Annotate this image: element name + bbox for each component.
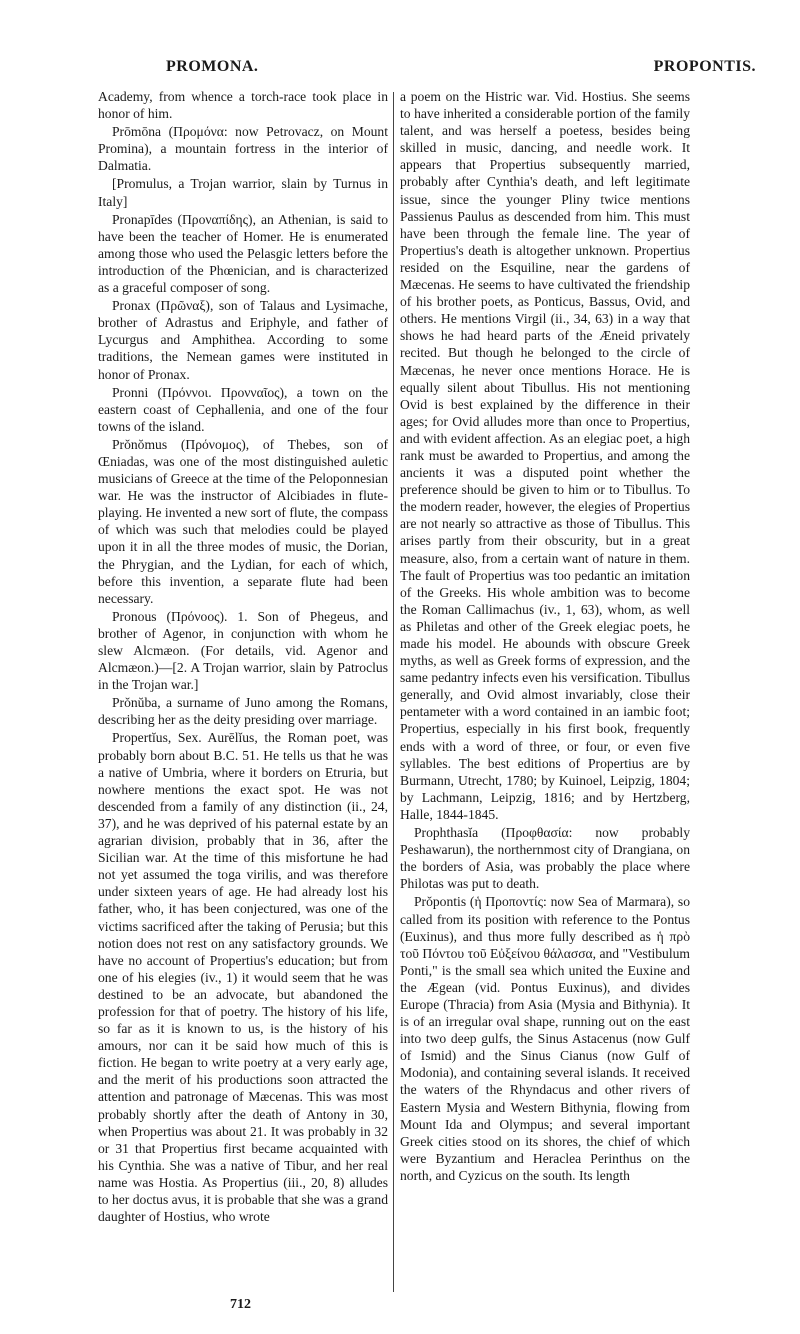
entry-promona: Prōmōna (Προμόνα: now Petrovacz, on Mount Promina), a mountain fortress in the interior of Dalmatia. bbox=[98, 124, 388, 174]
entry-pronax: Pronax (Πρῶναξ), son of Talaus and Lysimache, brother of Adrastus and Eriphyle, and father of Lycurgus and Amphithea. According to some traditions, the Nemean games were instituted in honor of Pronax. bbox=[98, 298, 388, 382]
entry-prophthasia: Prophthasĭa (Προφθασία: now probably Peshawarun), the northernmost city of Drangiana, on the borders of Asia, was probably the place where Philotas was put to death. bbox=[400, 825, 690, 892]
entry-propontis: Prŏpontis (ἡ Προποντίς: now Sea of Marmara), so called from its position with reference to the Pontus (Euxinus), and thus more fully described as ἡ πρὸ τοῦ Πόντου τοῦ Εὐξείνου θάλασσα, and "Vestibulum Ponti," is the small sea which united the Euxine and the Ægean (vid. Pontus Euxinus), and divides Europe (Thracia) from Asia (Mysia and Bithynia). It is of an irregular oval shape, running out on the east into two deep gulfs, the Sinus Astacenus (now Gulf of Ismid) and the Sinus Cianus (now Gulf of Modonia), and containing several islands. It received the waters of the Rhyndacus and other rivers of Eastern Mysia and Western Bithynia, flowing from Mount Ida and Olympus; and several important Greek cities stood on its shores, the chief of which were Byzantium and Heraclea Perinthus on the north, and Cyzicus on the south. Its length bbox=[400, 894, 690, 1183]
entry-pronapides: Pronapīdes (Προναπίδης), an Athenian, is said to have been the teacher of Homer. He is enumerated among those who used the Pelasgic letters before the introduction of the Phœnician, and is characterized as a graceful composer of song. bbox=[98, 211, 388, 296]
entry-pronomus: Prŏnŏmus (Πρόνομος), of Thebes, son of Œniadas, was one of the most distinguished auletic musicians of Greece at the time of the Peloponnesian war. He was the instructor of Alcibiades in flute-playing. He invented a new sort of flute, the compass of which was such that melodies could be played upon it in all the three modes of music, the Dorian, the Phrygian, and the Lydian, for each of which, before this invention, a separate flute had been necessary. bbox=[98, 436, 388, 606]
header-right-headword: PROPONTIS. bbox=[653, 58, 756, 75]
entry-pronous: Pronous (Πρόνοος). 1. Son of Phegeus, and brother of Agenor, in conjunction with whom he slew Alcmæon. (For details, vid. Agenor and Alcmæon.)—[2. A Trojan warrior, slain by Patroclus in the Trojan war.] bbox=[98, 608, 388, 693]
entry-pronuba: Prŏnŭba, a surname of Juno among the Romans, describing her as the deity presiding over marriage. bbox=[98, 695, 388, 728]
entry-promulus: [Promulus, a Trojan warrior, slain by Turnus in Italy] bbox=[98, 176, 388, 209]
entry-pronni: Pronni (Πρόννοι. Προνναῖος), a town on the eastern coast of Cephallenia, and one of the four towns of the island. bbox=[98, 384, 388, 434]
entry-propertius: Propertĭus, Sex. Aurēlĭus, the Roman poet, was probably born about B.C. 51. He tells us that he was a native of Umbria, where it borders on Etruria, but nowhere mentions the exact spot. He was not descended from a family of any distinction (ii., 24, 37), and he was deprived of his paternal estate by an agrarian division, probably that in 36, after the Sicilian war. At the time of this misfortune he had not yet assumed the toga virilis, and was therefore under sixteen years of age. He had already lost his father, who, it has been conjectured, was one of the victims sacrificed after the taking of Perusia; but this notion does not rest on any satisfactory grounds. We have no account of Propertius's education; but from one of his elegies (iv., 1) it would seem that he was destined to be an advocate, but abandoned the profession for that of poetry. The history of his life, so far as it is known to us, is the history of his amours, nor can it be said how much of this is fiction. He began to write poetry at a very early age, and the merit of his productions soon attracted the attention and patronage of Mæcenas. This was most probably shortly after the death of Antony in 30, when Propertius was about 21. It was probably in 32 or 31 that Propertius first became acquainted with his Cynthia. She was a native of Tibur, and her real name was Hostia. As Propertius (iii., 20, 8) alludes to her doctus avus, it is probable that she was a grand daughter of Hostius, who wrote bbox=[98, 730, 388, 1225]
left-column bbox=[98, 88, 388, 1226]
page-number: 712 bbox=[230, 1297, 251, 1312]
column-divider bbox=[393, 92, 394, 1292]
header-left-headword: PROMONA. bbox=[166, 58, 259, 75]
running-header bbox=[96, 58, 756, 82]
entry-academy-continuation: Academy, from whence a torch-race took place in honor of him. bbox=[98, 89, 388, 122]
right-column bbox=[400, 88, 690, 1185]
entry-propertius-continuation: a poem on the Histric war. Vid. Hostius. She seems to have inherited a considerable portion of the family talent, and was herself a poetess, besides being skilled in music, dancing, and needle work. It appears that Propertius subsequently married, probably after Cynthia's death, and left legitimate issue, since the younger Pliny twice mentions Passienus Paulus as descended from him. This must have been through the female line. The year of Propertius's death is altogether unknown. Propertius resided on the Esquiline, near the gardens of Mæcenas. He seems to have cultivated the friendship of his brother poets, as Ponticus, Bassus, Ovid, and others. He mentions Virgil (ii., 34, 63) in a way that shows he had heard parts of the Æneid privately recited. But though he belonged to the circle of Mæcenas, he never once mentions Horace. He is equally silent about Tibullus. His not mentioning Ovid is best explained by the difference in their ages; for Ovid alludes more than once to Propertius, and with evident affection. As an elegiac poet, a high rank must be awarded to Propertius, and among the ancients it was a disputed point whether the preference should be given to him or to Tibullus. To the modern reader, however, the elegies of Propertius are not nearly so attractive as those of Tibullus. This arises partly from their obscurity, but in a great measure, also, from a certain want of nature in them. The fault of Propertius was too pedantic an imitation of the Greeks. His whole ambition was to become the Roman Callimachus (iv., 1, 63), whom, as well as Philetas and other of the Greek elegiac poets, he made his model. He abounds with obscure Greek myths, as well as Greek forms of expression, and the same pedantry infects even his versification. Tibullus generally, and Ovid almost invariably, close their pentameter with a word contained in an iambic foot; Propertius, especially in his first book, frequently ends with a word of three, or four, or even five syllables. The best editions of Propertius are by Burmann, Utrecht, 1780; by Kuinoel, Leipzig, 1804; by Lachmann, Leipzig, 1816; and by Hertzberg, Halle, 1844-1845. bbox=[400, 89, 690, 822]
